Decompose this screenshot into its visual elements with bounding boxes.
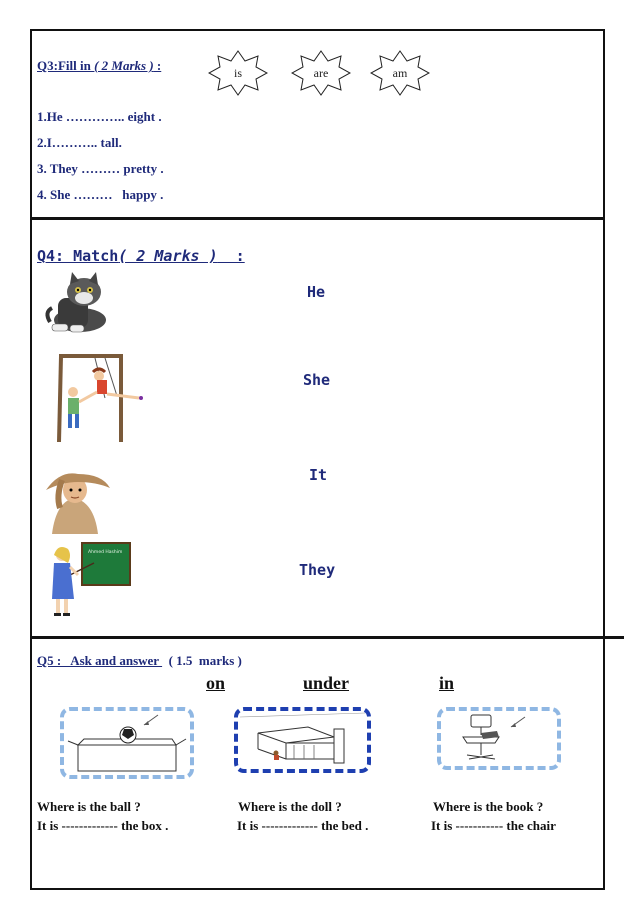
question-ball: Where is the ball ? [37,799,141,814]
cat-picture [44,272,112,341]
answer-ball: It is ------------- the box . [37,818,169,833]
q3-title: Q3:Fill in ( 2 Marks ) : [37,58,162,73]
q4-title: Q4: Match( 2 Marks ) : [37,247,245,265]
book-in-chair-picture [437,707,561,770]
preposition-on: on [206,673,226,693]
q5-title: Q5 : Ask and answer ( 1.5 marks ) [37,653,242,668]
q3-sentence-1: 1.He ………….. eight . [37,109,162,124]
preposition-in: in [439,673,455,693]
teacher-at-board-picture [48,541,132,622]
q3-sentence-3: 3. They ……… pretty . [37,161,164,176]
pronoun-she: She [303,371,331,389]
ball-on-box-picture [60,707,194,779]
answer-book: It is ----------- the chair [431,818,556,833]
pronoun-they: They [299,561,336,579]
doll-under-bed-picture [234,707,371,773]
board-text: Ahmed Hashim [88,550,123,555]
word-star-is: is [208,50,268,96]
word-star-are: are [291,50,351,96]
boy-in-headscarf-picture [38,468,116,539]
preposition-under: under [303,673,350,693]
word-star-am: am [370,50,430,96]
section-divider [30,636,624,639]
question-book: Where is the book ? [433,799,544,814]
section-divider [30,217,605,220]
q3-sentence-4: 4. She ……… happy . [37,187,164,202]
answer-doll: It is ------------- the bed . [237,818,369,833]
girls-on-swing-picture [55,352,147,449]
pronoun-it: It [309,466,328,484]
question-doll: Where is the doll ? [238,799,342,814]
q3-sentence-2: 2.I……….. tall. [37,135,122,150]
pronoun-he: He [307,283,326,301]
